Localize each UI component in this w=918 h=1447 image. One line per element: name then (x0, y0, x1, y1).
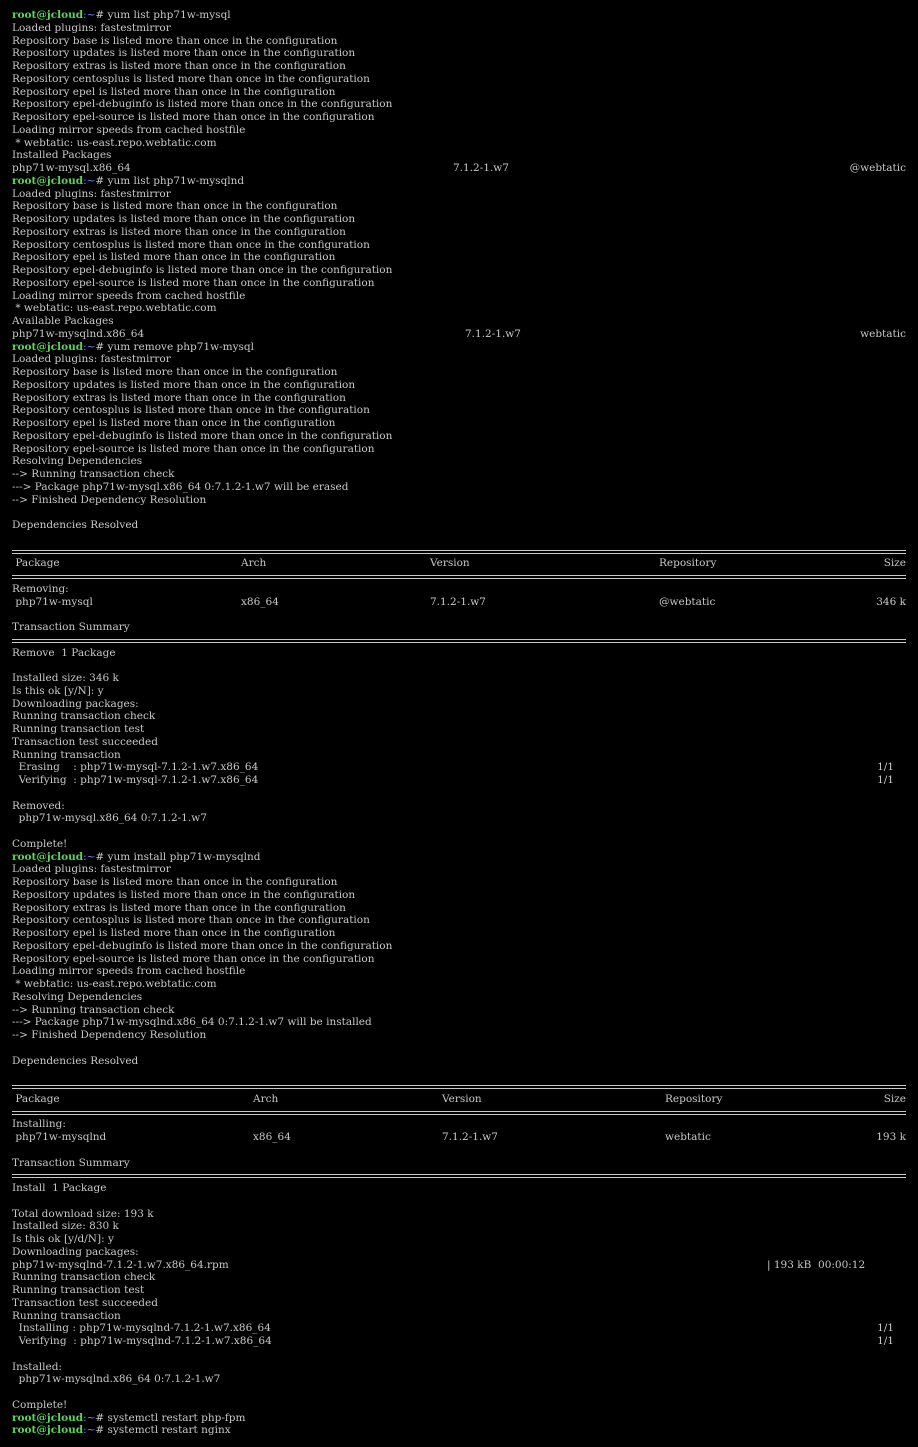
table-row (12, 596, 906, 609)
output-line: * webtatic: us-east.repo.webtatic.com (12, 978, 217, 990)
output-line: Loaded plugins: fastestmirror (12, 21, 171, 34)
command-text: systemctl restart php-fpm (107, 1411, 246, 1424)
table-cell: Version (430, 557, 470, 570)
output-line: Repository centosplus is listed more than once in the configuration (12, 238, 370, 251)
command-line (12, 851, 906, 864)
output-line: Installed size: 830 k (12, 1220, 119, 1233)
output-line: Total download size: 193 k (12, 1207, 154, 1220)
output-line: Removing: (12, 582, 69, 595)
output-line: Available Packages (12, 315, 114, 327)
prompt-symbol: # (95, 1424, 108, 1437)
table-cell: Size (883, 1092, 906, 1105)
output-line: Repository epel-debuginfo is listed more than once in the configuration (12, 429, 393, 442)
table-cell: php71w-mysql (12, 595, 93, 608)
download-row (12, 1259, 906, 1272)
output-line: Running transaction (12, 1309, 121, 1322)
table-row (12, 557, 906, 570)
table-cell: Arch (241, 557, 267, 570)
table-cell: Package (12, 557, 60, 570)
output-line: Dependencies Resolved (12, 519, 139, 531)
prompt-user-host: root@jcloud (12, 340, 84, 353)
table-rule (12, 1169, 906, 1182)
output-line: Repository epel-source is listed more than once in the configuration (12, 276, 375, 289)
blank-line (12, 1195, 906, 1208)
output-line: Is this ok [y/d/N]: y (12, 1233, 114, 1245)
output-line: ---> Package php71w-mysqlnd.x86_64 0:7.1.2-1.w7 will be installed (12, 1016, 372, 1029)
output-line: Installed: (12, 1360, 62, 1373)
table-cell: webtatic (665, 1131, 711, 1143)
output-line: Downloading packages: (12, 1245, 139, 1258)
blank-line (12, 506, 906, 519)
output-line: Running transaction test (12, 723, 145, 735)
blank-line (12, 532, 906, 545)
blank-line (12, 659, 906, 672)
output-line: Transaction test succeeded (12, 1296, 158, 1309)
output-line: Installed size: 346 k (12, 672, 119, 684)
table-cell: Version (442, 1092, 482, 1105)
prompt-user-host: root@jcloud (12, 1411, 84, 1424)
table-cell: Repository (665, 1092, 723, 1105)
blank-line (12, 1386, 906, 1399)
blank-line (12, 1042, 906, 1055)
output-line: --> Running transaction check (12, 1003, 175, 1016)
prompt-path: :~ (83, 9, 96, 21)
output-line: Repository extras is listed more than once in the configuration (12, 225, 346, 238)
output-line: Resolving Dependencies (12, 455, 143, 468)
terminal-window[interactable] (12, 9, 906, 1437)
output-line: Repository epel is listed more than once in the configuration (12, 85, 336, 98)
table-cell: @webtatic (659, 595, 716, 608)
output-line: Is this ok [y/N]: y (12, 684, 104, 697)
prompt-symbol: # (95, 850, 108, 863)
command-line (12, 1412, 906, 1425)
table-row (12, 1131, 906, 1144)
command-text: yum list php71w-mysqlnd (107, 174, 245, 187)
table-cell: | 193 kB 00:00:12 (767, 1258, 866, 1271)
output-line: * webtatic: us-east.repo.webtatic.com (12, 302, 217, 315)
prompt-path: :~ (83, 1424, 96, 1437)
progress-row (12, 1335, 906, 1348)
table-cell: Installing : php71w-mysqlnd-7.1.2-1.w7.x86_64 (12, 1322, 271, 1335)
table-cell: 1/1 (877, 1322, 894, 1335)
table-cell: Size (883, 557, 906, 570)
prompt-user-host: root@jcloud (12, 174, 84, 187)
output-line: Removed: (12, 799, 65, 812)
table-cell: Verifying : php71w-mysql-7.1.2-1.w7.x86_64 (12, 774, 259, 786)
table-cell: php71w-mysql.x86_64 (12, 162, 131, 174)
output-line: Repository epel is listed more than once in the configuration (12, 251, 336, 264)
table-cell: @webtatic (849, 162, 906, 174)
output-line: Repository centosplus is listed more than once in the configuration (12, 404, 370, 417)
output-line: --> Finished Dependency Resolution (12, 493, 207, 506)
table-cell: webtatic (860, 327, 906, 340)
output-line: Repository extras is listed more than once in the configuration (12, 391, 346, 404)
table-cell: 1/1 (877, 761, 894, 774)
table-cell: 7.1.2-1.w7 (442, 1131, 498, 1143)
output-line: Repository extras is listed more than once in the configuration (12, 60, 346, 72)
output-line: Repository epel-source is listed more than once in the configuration (12, 442, 375, 455)
output-line: Repository base is listed more than once in the configuration (12, 366, 338, 378)
table-rule (12, 1106, 906, 1119)
table-cell: 7.1.2-1.w7 (430, 595, 486, 608)
blank-line (12, 1067, 906, 1080)
output-line: Transaction test succeeded (12, 735, 158, 748)
prompt-user-host: root@jcloud (12, 9, 84, 21)
table-row (12, 1093, 906, 1106)
table-cell: 7.1.2-1.w7 (465, 327, 521, 340)
output-line: Repository base is listed more than once in the configuration (12, 200, 338, 213)
output-line: Running transaction test (12, 1284, 145, 1296)
blank-line (12, 1144, 906, 1157)
prompt-user-host: root@jcloud (12, 1424, 84, 1437)
output-line: Loaded plugins: fastestmirror (12, 187, 171, 200)
blank-line (12, 1348, 906, 1361)
command-line (12, 175, 906, 188)
output-line: Running transaction check (12, 710, 156, 723)
prompt-path: :~ (83, 340, 96, 353)
output-line: Dependencies Resolved (12, 1054, 139, 1067)
table-cell: 1/1 (877, 774, 894, 786)
output-line: Repository epel-source is listed more than once in the configuration (12, 111, 375, 123)
output-line: Loaded plugins: fastestmirror (12, 353, 171, 366)
prompt-symbol: # (95, 340, 108, 353)
prompt-symbol: # (95, 1411, 108, 1424)
table-cell: 346 k (876, 595, 906, 608)
output-line: --> Finished Dependency Resolution (12, 1029, 207, 1041)
output-line: Repository base is listed more than once in the configuration (12, 876, 338, 888)
table-cell: Verifying : php71w-mysqlnd-7.1.2-1.w7.x86_64 (12, 1335, 272, 1347)
package-row (12, 328, 906, 341)
table-cell: x86_64 (253, 1131, 291, 1143)
blank-line (12, 825, 906, 838)
table-cell: 7.1.2-1.w7 (453, 162, 509, 174)
table-cell: Package (12, 1092, 60, 1105)
prompt-user-host: root@jcloud (12, 850, 84, 863)
output-line: Transaction Summary (12, 621, 130, 633)
output-line: Remove 1 Package (12, 646, 116, 659)
output-line: Loaded plugins: fastestmirror (12, 863, 171, 876)
output-line: Repository extras is listed more than once in the configuration (12, 901, 346, 914)
output-line: Install 1 Package (12, 1182, 107, 1194)
prompt-path: :~ (83, 174, 96, 187)
output-line: Downloading packages: (12, 697, 139, 710)
table-cell: php71w-mysqlnd.x86_64 (12, 327, 145, 340)
prompt-symbol: # (95, 174, 108, 187)
table-cell: Arch (253, 1092, 279, 1105)
table-cell: Repository (659, 557, 717, 570)
table-cell: x86_64 (241, 595, 279, 608)
output-line: Complete! (12, 837, 68, 850)
output-line: Installed Packages (12, 149, 112, 162)
progress-row (12, 761, 906, 774)
output-line: Repository updates is listed more than once in the configuration (12, 213, 356, 225)
table-rule (12, 634, 906, 647)
output-line: Repository epel is listed more than once in the configuration (12, 417, 336, 429)
output-line: Repository centosplus is listed more than once in the configuration (12, 914, 370, 927)
output-line: Complete! (12, 1398, 68, 1411)
prompt-path: :~ (83, 1411, 96, 1424)
command-text: yum install php71w-mysqlnd (107, 850, 261, 863)
blank-line (12, 608, 906, 621)
command-text: yum remove php71w-mysql (107, 340, 254, 353)
output-line: php71w-mysqlnd.x86_64 0:7.1.2-1.w7 (12, 1373, 221, 1386)
output-line: Repository epel-debuginfo is listed more than once in the configuration (12, 939, 393, 952)
command-text: systemctl restart nginx (107, 1424, 231, 1437)
table-cell: php71w-mysqlnd-7.1.2-1.w7.x86_64.rpm (12, 1258, 229, 1271)
output-line: Resolving Dependencies (12, 990, 143, 1003)
table-cell: Erasing : php71w-mysql-7.1.2-1.w7.x86_64 (12, 761, 259, 774)
prompt-symbol: # (95, 9, 108, 21)
output-line: Running transaction (12, 748, 121, 761)
output-line: Loading mirror speeds from cached hostfile (12, 289, 246, 302)
output-line: php71w-mysql.x86_64 0:7.1.2-1.w7 (12, 812, 207, 825)
table-cell: 193 k (876, 1131, 906, 1143)
command-line (12, 9, 906, 22)
table-cell: php71w-mysqlnd (12, 1131, 107, 1143)
table-cell: 1/1 (877, 1335, 894, 1347)
blank-line (12, 787, 906, 800)
output-line: Repository epel is listed more than once in the configuration (12, 927, 336, 939)
progress-row (12, 774, 906, 787)
output-line: Transaction Summary (12, 1156, 130, 1169)
prompt-path: :~ (83, 850, 96, 863)
table-rule (12, 1080, 906, 1093)
output-line: Repository base is listed more than once in the configuration (12, 34, 338, 47)
table-rule (12, 545, 906, 558)
table-rule (12, 570, 906, 583)
command-line (12, 1424, 906, 1437)
output-line: Repository updates is listed more than once in the configuration (12, 378, 356, 391)
output-line: Installing: (12, 1118, 66, 1131)
progress-row (12, 1322, 906, 1335)
output-line: Repository updates is listed more than once in the configuration (12, 47, 356, 60)
command-line (12, 341, 906, 354)
command-text: yum list php71w-mysql (107, 9, 231, 21)
output-line: * webtatic: us-east.repo.webtatic.com (12, 136, 217, 149)
output-line: Repository epel-debuginfo is listed more than once in the configuration (12, 98, 393, 111)
output-line: Loading mirror speeds from cached hostfile (12, 123, 246, 136)
output-line: --> Running transaction check (12, 468, 175, 480)
output-line: ---> Package php71w-mysql.x86_64 0:7.1.2-1.w7 will be erased (12, 480, 349, 493)
output-line: Running transaction check (12, 1271, 156, 1284)
output-line: Repository epel-debuginfo is listed more than once in the configuration (12, 264, 393, 276)
package-row (12, 162, 906, 175)
output-line: Loading mirror speeds from cached hostfile (12, 965, 246, 978)
output-line: Repository updates is listed more than once in the configuration (12, 888, 356, 901)
output-line: Repository centosplus is listed more than once in the configuration (12, 72, 370, 85)
output-line: Repository epel-source is listed more than once in the configuration (12, 952, 375, 965)
